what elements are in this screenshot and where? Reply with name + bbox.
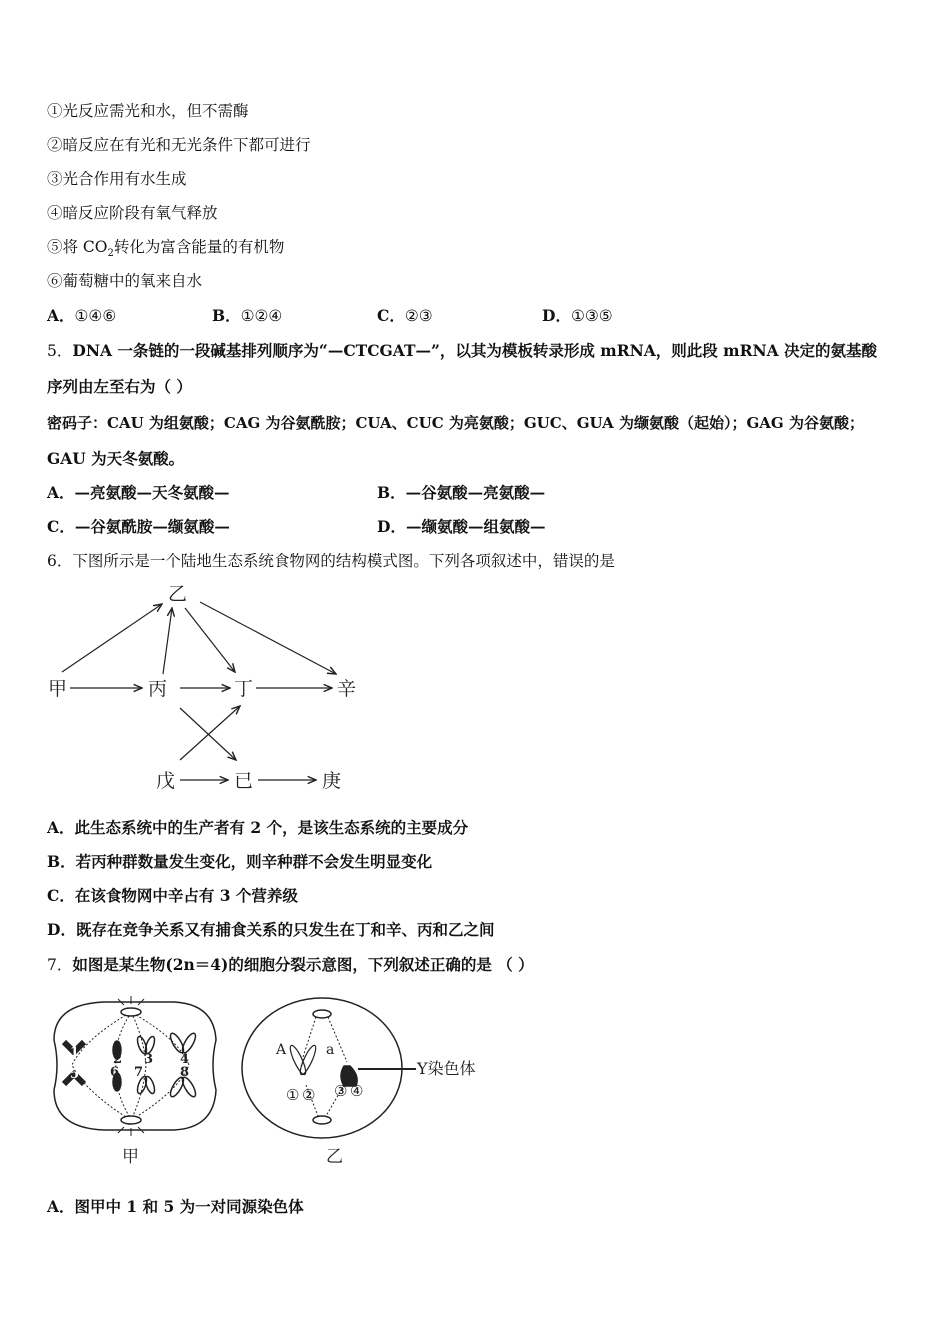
q5-option-d (377, 516, 545, 538)
node-ding: 丁 (234, 678, 254, 700)
q4-option-text: ①②④ (240, 307, 283, 325)
allele-a: a (326, 1042, 335, 1058)
allele-A: A (276, 1042, 287, 1058)
q5-option-text: —亮氨酸—天冬氨酸— (74, 483, 230, 502)
q5-option-label: A． (47, 483, 75, 502)
q4-option-b (212, 305, 282, 327)
yi-caption: 乙 (326, 1147, 343, 1167)
q4-statement-5-sub: 2 (107, 248, 114, 260)
q7-option-label: A． (47, 1197, 75, 1216)
node-ji: 已 (234, 770, 254, 792)
q5-option-label: C． (47, 517, 75, 536)
q4-statement-2: ②暗反应在有光和无光条件下都可进行 (47, 136, 311, 154)
chrom-label-3: ③ (334, 1082, 348, 1100)
chrom-label-2: ② (302, 1086, 316, 1104)
q6-number: 6． (47, 552, 73, 570)
node-jia: 甲 (48, 678, 68, 700)
arrow-bing-yi (163, 608, 172, 674)
q6-option-text: 若丙种群数量发生变化，则辛种群不会发生明显变化 (75, 852, 433, 871)
q6-stem-text: 下图所示是一个陆地生态系统食物网的结构模式图。下列各项叙述中，错误的是 (72, 552, 615, 570)
q6-option-text: 在该食物网中辛占有 3 个营养级 (74, 886, 298, 905)
q4-option-text: ①③⑤ (570, 307, 613, 325)
q6-option-label: C． (47, 886, 75, 905)
jia-label-8: 8 (180, 1065, 190, 1080)
jia-label-1: 1 (70, 1045, 80, 1060)
q6-option-text: 既存在竞争关系又有捕食关系的只发生在丁和辛、丙和乙之间 (75, 920, 495, 939)
q5-option-a (47, 482, 230, 504)
q4-statement-5-pre: ⑤将 CO (47, 238, 108, 256)
q4-option-a (47, 305, 116, 327)
q4-option-label: C． (377, 306, 405, 325)
q6-option-c (47, 885, 298, 907)
jia-label-5: 5 (70, 1067, 80, 1082)
jia-label-4: 4 (180, 1052, 190, 1067)
q5-option-b (377, 482, 545, 504)
q5-option-label: D． (377, 517, 406, 536)
q7-stem-text: 如图是某生物(2n＝4)的细胞分裂示意图，下列叙述正确的是 （ ） (72, 955, 534, 974)
q5-option-c (47, 516, 230, 538)
q4-statement-1: ①光反应需光和水，但不需酶 (47, 102, 249, 120)
y-chromosome-label: Y染色体 (417, 1059, 476, 1078)
jia-label-3: 3 (144, 1052, 154, 1067)
q4-option-c (377, 305, 433, 327)
q7-stem (47, 954, 534, 976)
jia-label-6: 6 (110, 1065, 120, 1080)
q5-codon-line2: GAU 为天冬氨酸。 (47, 449, 185, 468)
q4-option-text: ②③ (404, 307, 433, 325)
q5-stem-text: DNA 一条链的一段碱基排列顺序为“—CTCGAT—”，以其为模板转录形成 mRNA，则此段 mRNA 决定的氨基酸 (72, 341, 878, 360)
q4-statement-5-post: 转化为富含能量的有机物 (113, 238, 285, 256)
q6-option-d (47, 919, 494, 941)
q5-option-label: B． (377, 483, 406, 502)
q7-number: 7． (47, 956, 73, 974)
food-web-diagram (40, 578, 370, 803)
chrom-label-4: ④ (350, 1082, 364, 1100)
q4-option-d (542, 305, 613, 327)
q4-option-text: ①④⑥ (74, 307, 117, 325)
node-xin: 辛 (337, 678, 357, 700)
q4-option-label: D． (542, 306, 571, 325)
arrow-wu-ding (180, 706, 240, 760)
q6-option-a (47, 817, 468, 839)
q4-option-label: B． (212, 306, 241, 325)
q4-statement-3: ③光合作用有水生成 (47, 170, 187, 188)
q4-statement-6: ⑥葡萄糖中的氧来自水 (47, 272, 203, 290)
jia-caption: 甲 (122, 1147, 139, 1167)
q4-statement-5 (47, 236, 284, 265)
q4-option-label: A． (47, 306, 75, 325)
arrow-yi-xin (200, 602, 336, 674)
jia-label-7: 7 (134, 1065, 144, 1080)
q5-option-text: —谷氨酸—亮氨酸— (405, 483, 546, 502)
q6-stem (47, 550, 615, 572)
q6-option-label: A． (47, 818, 75, 837)
q5-codon-line1: 密码子：CAU 为组氨酸；CAG 为谷氨酰胺；CUA、CUC 为亮氨酸；GUC、GUA 为缬氨酸（起始）；GAG 为谷氨酸； (47, 414, 864, 432)
q5-stem-line1 (47, 340, 877, 362)
cell-division-diagram (44, 990, 514, 1170)
q5-number: 5． (47, 342, 73, 360)
jia-label-2: 2 (113, 1052, 123, 1067)
q5-option-text: —缬氨酸—组氨酸— (405, 517, 546, 536)
q7-option-text: 图甲中 1 和 5 为一对同源染色体 (74, 1197, 304, 1216)
node-geng: 庚 (322, 770, 342, 792)
q5-option-text: —谷氨酰胺—缬氨酸— (74, 517, 230, 536)
q6-option-label: B． (47, 852, 76, 871)
node-wu: 戊 (156, 770, 176, 792)
chrom-label-1: ① (286, 1086, 300, 1104)
q4-statement-4: ④暗反应阶段有氧气释放 (47, 204, 218, 222)
figure-yi (242, 998, 416, 1138)
arrow-yi-ding (185, 608, 235, 672)
q7-option-a (47, 1196, 304, 1218)
q6-option-text: 此生态系统中的生产者有 2 个，是该生态系统的主要成分 (74, 818, 469, 837)
q6-option-label: D． (47, 920, 76, 939)
arrow-jia-yi (62, 604, 162, 672)
node-yi: 乙 (168, 583, 188, 605)
q6-option-b (47, 851, 432, 873)
q5-stem-line2: 序列由左至右为（ ） (47, 377, 192, 396)
node-bing: 丙 (148, 678, 168, 700)
